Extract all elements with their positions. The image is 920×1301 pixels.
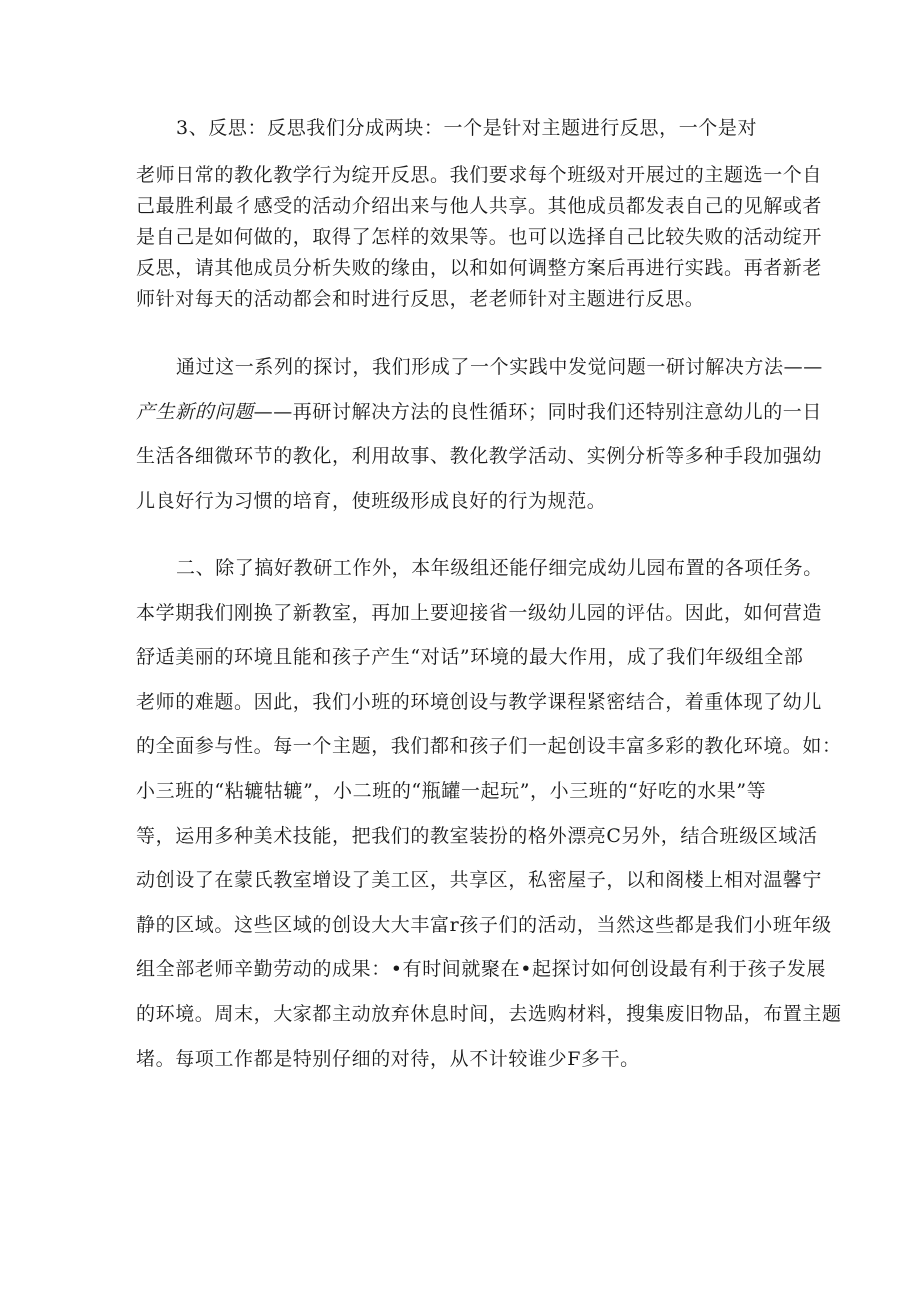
- paragraph-3-line-2: 本学期我们刚换了新教室，再加上要迎接省一级幼儿园的评估。因此，如何营造: [136, 602, 823, 624]
- paragraph-3-line-5: 的全面参与性。每一个主题，我们都和孩子们一起创设丰富多彩的教化环境。如：: [136, 735, 842, 757]
- paragraph-3-line-4: 老师的难题。因此，我们小班的环境创设与教学课程紧密结合，着重体现了幼儿: [136, 691, 823, 713]
- paragraph-2-line-3: 生活各细微环节的教化，利用故事、教化教学活动、实例分析等多种手段加强幼: [136, 445, 823, 467]
- paragraph-3-line-6: 小三班的“粘辘牯辘”，小二班的“瓶罐一起玩”，小三班的“好吃的水果”等: [136, 780, 767, 802]
- paragraph-1-line-5: 反思，请其他成员分析失败的缘由，以和如何调整方案后再进行实践。再者新老: [136, 257, 823, 279]
- paragraph-1-line-3: 己最胜利最彳感受的活动介绍出来与他人共享。其他成员都发表自己的见解或者: [136, 195, 823, 217]
- paragraph-3-line-8: 动创设了在蒙氏教室增设了美工区，共享区，私密屋子，以和阁楼上相对温馨宁: [136, 869, 823, 891]
- paragraph-2-line-2: [136, 399, 823, 425]
- paragraph-3-line-11: 的环境。周末，大家都主动放弃休息时间，去选购材料，搜集废旧物品，布置主题: [136, 1003, 842, 1025]
- paragraph-2-line-4: 儿良好行为习惯的培育，使班级形成良好的行为规范。: [136, 490, 607, 512]
- italic-phrase: 产生新的问题: [136, 401, 254, 423]
- paragraph-2-line-1: 通过这一系列的探讨，我们形成了一个实践中发觉问题一研讨解决方法——: [176, 356, 823, 378]
- paragraph-3-line-9: 静的区域。这些区域的创设大大丰富r孩子们的活动，当然这些都是我们小班年级: [136, 914, 832, 936]
- paragraph-3-line-10: 组全部老师辛勤劳动的成果：•有时间就聚在•起探讨如何创设最有利于孩子发展: [136, 958, 827, 980]
- paragraph-3-line-7: 等，运用多种美术技能，把我们的教室装扮的格外漂亮C另外，结合班级区域活: [136, 825, 818, 847]
- paragraph-1-line-4: 是自己是如何做的，取得了怎样的效果等。也可以选择自己比较失败的活动绽开: [136, 226, 823, 248]
- paragraph-3-line-3: 舒适美丽的环境且能和孩子产生“对话”环境的最大作用，成了我们年级组全部: [136, 646, 804, 668]
- paragraph-3-line-12: 堵。每项工作都是特别仔细的对待，从不计较谁少F多干。: [136, 1048, 640, 1070]
- paragraph-1-line-6: 师针对每天的活动都会和时进行反思，老老师针对主题进行反思。: [136, 288, 705, 310]
- paragraph-2-line-2-rest: ——再研讨解决方法的良性循环；同时我们还特别注意幼儿的一日: [253, 401, 823, 423]
- paragraph-1-line-2: 老师日常的教化教学行为绽开反思。我们要求每个班级对开展过的主题选一个自: [136, 164, 823, 186]
- paragraph-3-line-1: 二、除了搞好教研工作外，本年级组还能仔细完成幼儿园布置的各项任务。: [176, 557, 823, 579]
- paragraph-1-line-1: 3、反思：反思我们分成两块：一个是针对主题进行反思，一个是对: [176, 117, 758, 139]
